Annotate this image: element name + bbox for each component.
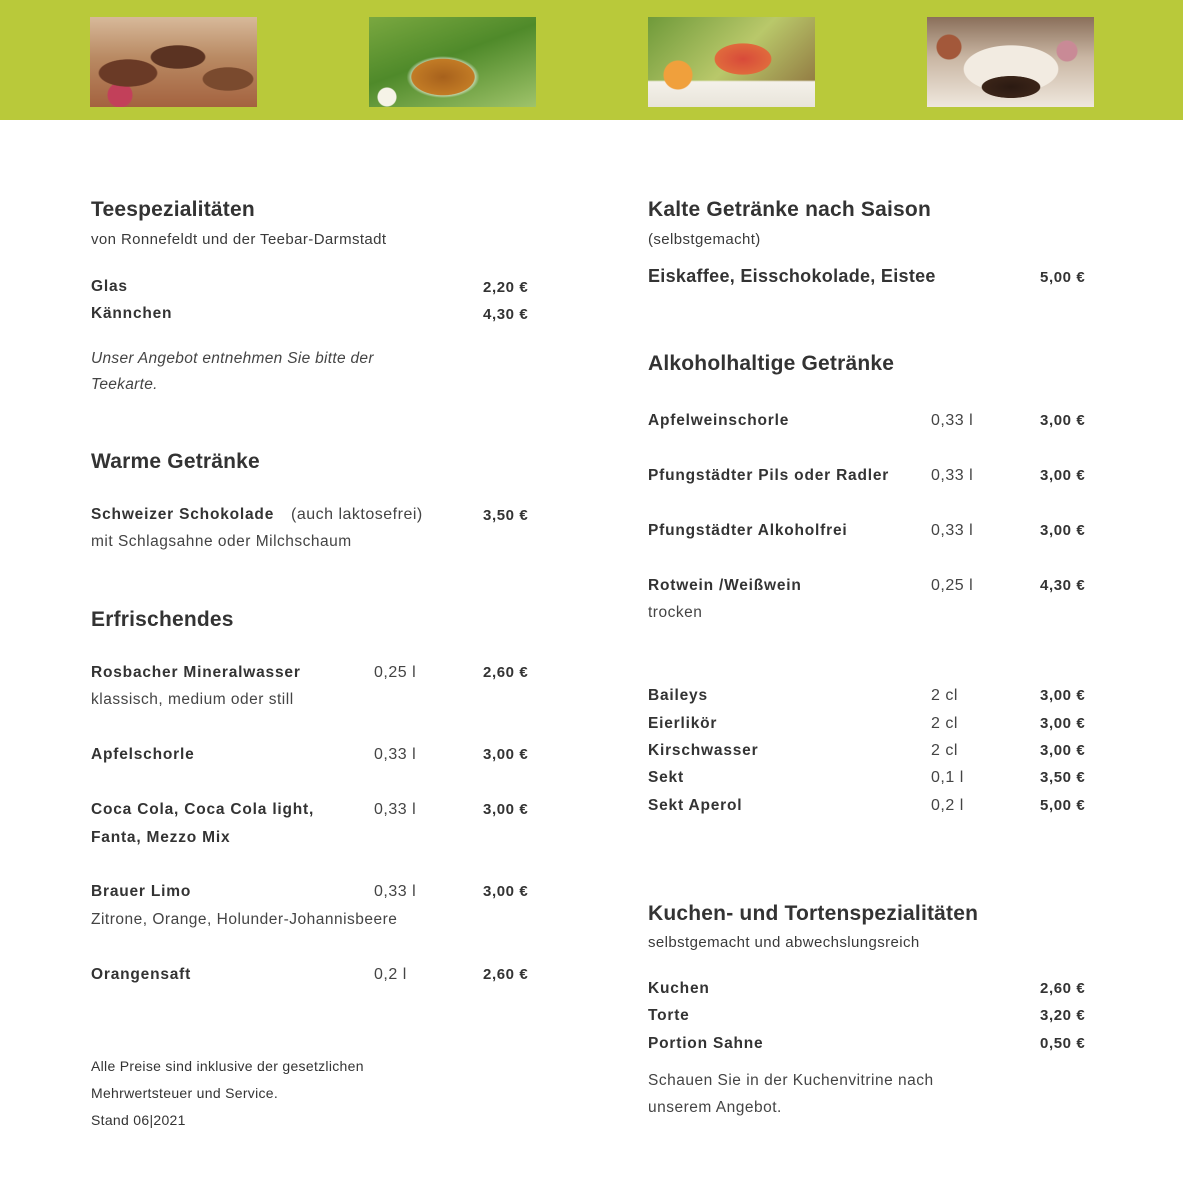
alcohol-item-volume: 0,33 l [931, 467, 974, 484]
tea-section-subtitle: von Ronnefeldt und der Teebar-Darmstadt [91, 231, 387, 248]
spirit-item-price: 3,00 € [1040, 687, 1086, 704]
refresh-item-price: 3,00 € [483, 746, 529, 763]
cake-buffet-photo [927, 17, 1094, 107]
alcohol-item-name: Rotwein /Weißwein [648, 577, 802, 594]
spirit-item-volume: 0,1 l [931, 769, 964, 786]
cake-note: unserem Angebot. [648, 1099, 782, 1116]
tea-item-price: 4,30 € [483, 306, 529, 323]
refresh-item-price: 2,60 € [483, 664, 529, 681]
cold-section-title: Kalte Getränke nach Saison [648, 198, 931, 221]
spirit-item-price: 3,50 € [1040, 769, 1086, 786]
alcohol-item-name: Pfungstädter Pils oder Radler [648, 467, 890, 484]
refresh-section-title: Erfrischendes [91, 608, 234, 631]
refresh-item-volume: 0,33 l [374, 883, 417, 900]
alcohol-item-price: 4,30 € [1040, 577, 1086, 594]
alcohol-item-volume: 0,33 l [931, 412, 974, 429]
cake-note: Schauen Sie in der Kuchenvitrine nach [648, 1072, 934, 1089]
spirit-item-name: Eierlikör [648, 715, 718, 732]
cake-item-name: Torte [648, 1007, 690, 1024]
alcohol-item-volume: 0,25 l [931, 577, 974, 594]
spirit-item-name: Sekt Aperol [648, 797, 743, 814]
alcohol-item-name: Apfelweinschorle [648, 412, 790, 429]
spirit-item-volume: 2 cl [931, 742, 958, 759]
refresh-item-price: 3,00 € [483, 883, 529, 900]
cake-section-subtitle: selbstgemacht und abwechslungsreich [648, 934, 920, 951]
refresh-item-price: 3,00 € [483, 801, 529, 818]
cold-item-price: 5,00 € [1040, 269, 1086, 286]
refresh-item-volume: 0,33 l [374, 801, 417, 818]
cake-item-price: 2,60 € [1040, 980, 1086, 997]
refresh-item-name: Rosbacher Mineralwasser [91, 664, 301, 681]
cake-item-price: 3,20 € [1040, 1007, 1086, 1024]
refresh-item-volume: 0,2 l [374, 966, 407, 983]
alcohol-item-volume: 0,33 l [931, 522, 974, 539]
alcohol-item-price: 3,00 € [1040, 522, 1086, 539]
alcohol-item-price: 3,00 € [1040, 412, 1086, 429]
refresh-item-volume: 0,33 l [374, 746, 417, 763]
alcohol-item-desc: trocken [648, 604, 703, 621]
refresh-item-name: Apfelschorle [91, 746, 195, 763]
spirit-item-name: Baileys [648, 687, 708, 704]
warm-item-extra: (auch laktosefrei) [291, 506, 423, 523]
refresh-item-volume: 0,25 l [374, 664, 417, 681]
warm-item-desc: mit Schlagsahne oder Milchschaum [91, 533, 352, 550]
alcohol-item-name: Pfungstädter Alkoholfrei [648, 522, 848, 539]
tea-item-name: Kännchen [91, 305, 173, 322]
tea-note: Teekarte. [91, 376, 158, 393]
refresh-item-name-line2: Fanta, Mezzo Mix [91, 829, 231, 846]
footer-text: Alle Preise sind inklusive der gesetzlichen [91, 1058, 364, 1074]
cake-section-title: Kuchen- und Tortenspezialitäten [648, 902, 979, 925]
refresh-item-name: Brauer Limo [91, 883, 192, 900]
spirit-item-name: Kirschwasser [648, 742, 759, 759]
refresh-item-name: Orangensaft [91, 966, 192, 983]
refresh-item-desc: Zitrone, Orange, Holunder-Johannisbeere [91, 911, 398, 928]
spirit-item-price: 3,00 € [1040, 742, 1086, 759]
cake-item-name: Kuchen [648, 980, 710, 997]
warm-section-title: Warme Getränke [91, 450, 260, 473]
header-banner [0, 0, 1183, 120]
spirit-item-volume: 2 cl [931, 715, 958, 732]
alcohol-item-price: 3,00 € [1040, 467, 1086, 484]
footer-text: Mehrwertsteuer und Service. [91, 1085, 279, 1101]
tea-note: Unser Angebot entnehmen Sie bitte der [91, 350, 374, 367]
cold-item-name: Eiskaffee, Eisschokolade, Eistee [648, 266, 936, 286]
warm-item-price: 3,50 € [483, 507, 529, 524]
spirit-item-price: 5,00 € [1040, 797, 1086, 814]
cold-section-subtitle: (selbstgemacht) [648, 231, 761, 248]
spirit-item-volume: 2 cl [931, 687, 958, 704]
tea-section-title: Teespezialitäten [91, 198, 255, 221]
tea-leaves-photo [90, 17, 257, 107]
refresh-item-price: 2,60 € [483, 966, 529, 983]
refresh-item-name: Coca Cola, Coca Cola light, [91, 801, 315, 818]
tea-item-name: Glas [91, 278, 128, 295]
cake-item-name: Portion Sahne [648, 1035, 764, 1052]
footer-date: Stand 06|2021 [91, 1112, 186, 1128]
warm-item-name: Schweizer Schokolade [91, 506, 275, 523]
herbal-tea-photo [369, 17, 536, 107]
fruit-dessert-photo [648, 17, 815, 107]
spirit-item-volume: 0,2 l [931, 797, 964, 814]
tea-item-price: 2,20 € [483, 279, 529, 296]
alcohol-section-title: Alkoholhaltige Getränke [648, 352, 895, 375]
spirit-item-name: Sekt [648, 769, 684, 786]
cake-item-price: 0,50 € [1040, 1035, 1086, 1052]
refresh-item-desc: klassisch, medium oder still [91, 691, 294, 708]
spirit-item-price: 3,00 € [1040, 715, 1086, 732]
